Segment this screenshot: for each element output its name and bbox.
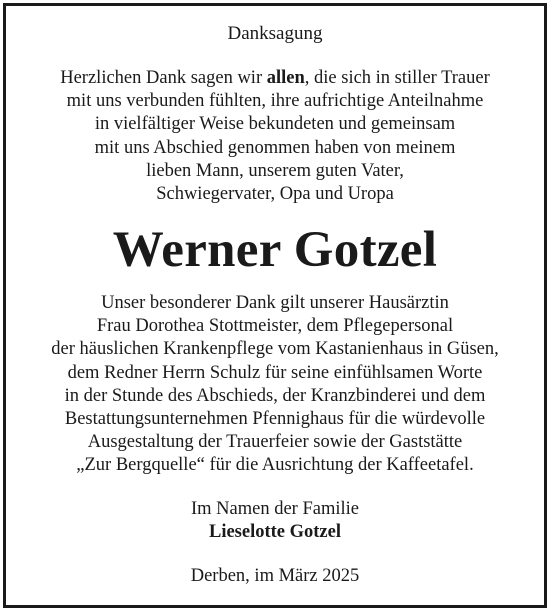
intro-paragraph <box>0 67 550 206</box>
intro-line-5: lieben Mann, unserem guten Vater, <box>146 160 404 181</box>
signature-name: Lieselotte Gotzel <box>208 522 341 542</box>
intro-line-2: mit uns verbunden fühlten, ihre aufrichtige Anteilnahme <box>66 91 484 112</box>
intro-line-3: in vielfältiger Weise bekundeten und gemeinsam <box>94 114 456 135</box>
thanks-paragraph <box>0 292 550 478</box>
thanks-line: in der Stunde des Abschieds, der Kranzbinderei und dem <box>64 385 486 406</box>
thanks-line: „Zur Bergquelle“ für die Ausrichtung der Kaffeetafel. <box>76 455 474 476</box>
intro-line-1-end: , die sich in stiller Trauer <box>304 68 490 88</box>
intro-line-1 <box>0 67 550 90</box>
thanks-line: Frau Dorothea Stottmeister, dem Pflegepersonal <box>96 316 454 337</box>
thanks-line: der häuslichen Krankenpflege vom Kastanienhaus in Güsen, <box>51 339 499 360</box>
notice-heading: Danksagung <box>227 23 323 44</box>
intro-line-6: Schwiegervater, Opa und Uropa <box>156 184 394 205</box>
intro-emphasis: allen <box>266 68 305 88</box>
intro-line-1-start: Herzlichen Dank sagen wir <box>60 68 267 88</box>
thanks-line: Bestattungsunternehmen Pfennighaus für die würdevolle <box>64 409 486 430</box>
place-date: Derben, im März 2025 <box>190 566 360 586</box>
intro-line-4: mit uns Abschied genommen haben von meinem <box>94 137 456 158</box>
thanks-line: Ausgestaltung der Trauerfeier sowie der Gaststätte <box>87 432 463 453</box>
deceased-name: Werner Gotzel <box>112 222 438 278</box>
signature-intro: Im Namen der Familie <box>191 499 359 519</box>
thanks-line: Unser besonderer Dank gilt unserer Hausärztin <box>101 293 449 313</box>
thanks-line: dem Redner Herrn Schulz für seine einfühlsamen Worte <box>67 362 483 383</box>
